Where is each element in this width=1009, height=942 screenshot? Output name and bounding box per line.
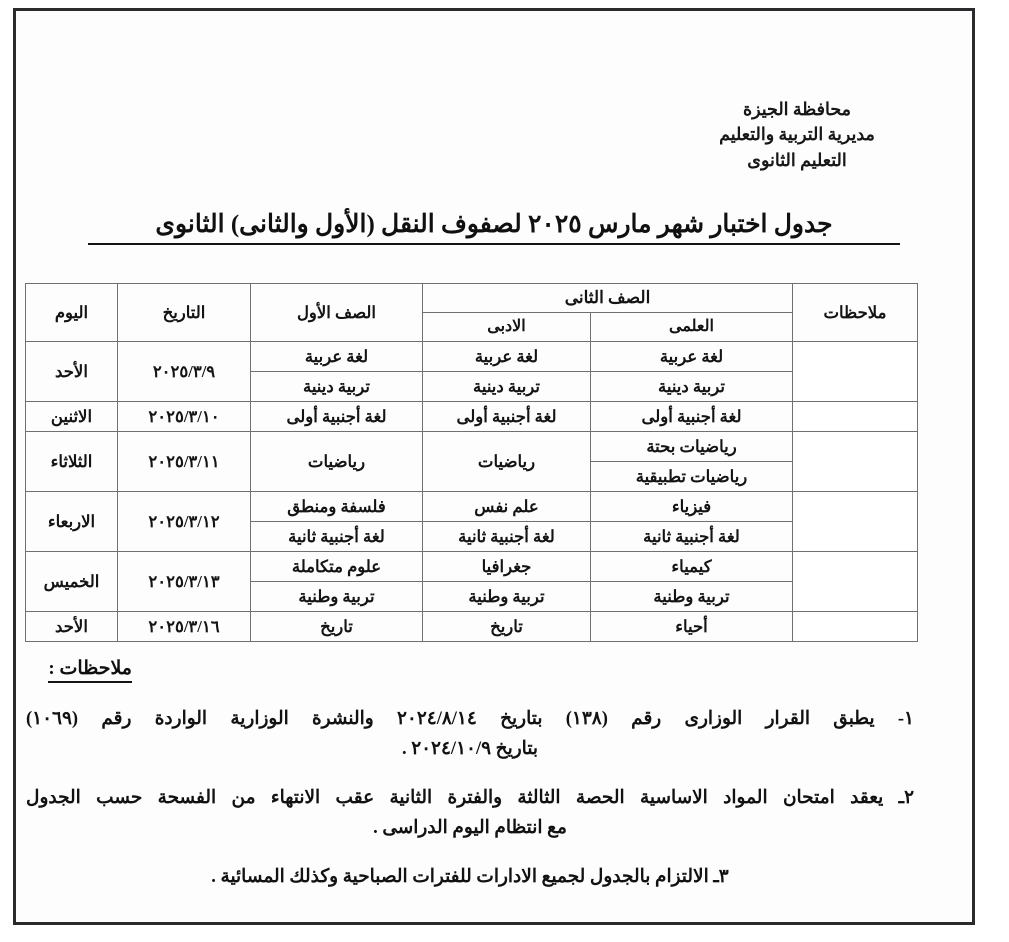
cell-grade2-literary: تربية وطنية [422,582,590,612]
exam-schedule-table [25,283,918,642]
letterhead-governorate: محافظة الجيزة [742,99,852,119]
header-grade2-scientific: العلمى [591,313,793,342]
cell-grade2-scientific: أحياء [591,612,793,642]
cell-grade1: تربية دينية [250,372,422,402]
cell-notes [793,432,918,492]
table-row [25,552,917,582]
table-header-row-1 [25,284,917,313]
header-grade2-literary: الادبى [422,313,590,342]
cell-date: ٢٠٢٥/٣/١٢ [117,492,250,552]
cell-date: ٢٠٢٥/٣/١١ [117,432,250,492]
table-row [25,402,917,432]
note-item [26,863,914,893]
cell-day: الثلاثاء [25,432,117,492]
table-row [25,612,917,642]
cell-day: الخميس [25,552,117,612]
cell-notes [793,492,918,552]
header-day: اليوم [25,284,117,342]
table-row [25,492,917,522]
letterhead-directorate: مديرية التربية والتعليم [719,124,875,145]
note-line: ٣ـ الالتزام بالجدول لجميع الادارات للفترات الصباحية وكذلك المسائية . [211,866,729,887]
page-content [16,11,972,922]
cell-grade2-literary: تربية دينية [422,372,590,402]
cell-grade2-scientific: تربية دينية [591,372,793,402]
cell-date: ٢٠٢٥/٣/١٦ [117,612,250,642]
cell-grade2-literary: لغة أجنبية ثانية [422,522,590,552]
schedule-table-container [26,283,918,642]
letterhead [682,97,912,173]
note-line: بتاريخ ٢٠٢٤/١٠/٩ . [401,738,539,759]
cell-grade2-literary: رياضيات [422,432,590,492]
table-body [25,342,917,642]
cell-grade1: لغة أجنبية أولى [250,402,422,432]
notes-heading: ملاحظات : [48,657,132,683]
header-date: التاريخ [117,284,250,342]
table-row [25,432,917,462]
cell-grade1: تاريخ [250,612,422,642]
cell-day: الأحد [25,342,117,402]
cell-grade2-literary: لغة عربية [422,342,590,372]
cell-grade2-literary: لغة أجنبية أولى [422,402,590,432]
note-item [26,784,914,844]
cell-grade1: رياضيات [250,432,422,492]
page-title: جدول اختبار شهر مارس ٢٠٢٥ لصفوف النقل (الأول والثانى) الثانوى [88,209,900,245]
cell-grade1: لغة عربية [250,342,422,372]
letterhead-stage: التعليم الثانوى [747,149,847,170]
cell-date: ٢٠٢٥/٣/٩ [117,342,250,402]
cell-grade2-scientific: فيزياء [591,492,793,522]
cell-grade2-literary: تاريخ [422,612,590,642]
note-line: مع انتظام اليوم الدراسى . [373,817,567,838]
header-grade2-group: الصف الثانى [422,284,792,313]
cell-grade2-scientific: لغة عربية [591,342,793,372]
note-item [26,705,914,765]
cell-grade1: لغة أجنبية ثانية [250,522,422,552]
cell-grade2-scientific: رياضيات تطبيقية [591,462,793,492]
note-line: ١- يطبق القرار الوزارى رقم (١٣٨) بتاريخ ٢٠٢٤/٨/١٤ والنشرة الوزارية الواردة رقم (١٠٦٩) [26,709,914,729]
cell-grade2-scientific: لغة أجنبية أولى [591,402,793,432]
cell-day: الاربعاء [25,492,117,552]
note-line: ٢ـ يعقد امتحان المواد الاساسية الحصة الثالثة والفترة الثانية عقب الانتهاء من الفسحة حسب الجدول [26,787,914,808]
header-notes: ملاحظات [793,284,918,342]
table-row [25,342,917,372]
cell-day: الاثنين [25,402,117,432]
cell-day: الأحد [25,612,117,642]
cell-grade1: علوم متكاملة [250,552,422,582]
cell-grade1: فلسفة ومنطق [250,492,422,522]
cell-grade2-scientific: تربية وطنية [591,582,793,612]
cell-notes [793,342,918,402]
cell-grade2-literary: علم نفس [422,492,590,522]
cell-notes [793,552,918,612]
cell-date: ٢٠٢٥/٣/١٠ [117,402,250,432]
notes-list [26,705,914,912]
cell-notes [793,612,918,642]
cell-grade2-scientific: لغة أجنبية ثانية [591,522,793,552]
cell-date: ٢٠٢٥/٣/١٣ [117,552,250,612]
header-grade1: الصف الأول [250,284,422,342]
cell-notes [793,402,918,432]
cell-grade1: تربية وطنية [250,582,422,612]
table-header [25,284,917,342]
cell-grade2-literary: جغرافيا [422,552,590,582]
cell-grade2-scientific: كيمياء [591,552,793,582]
scanned-page-frame [13,8,975,925]
cell-grade2-scientific: رياضيات بحتة [591,432,793,462]
